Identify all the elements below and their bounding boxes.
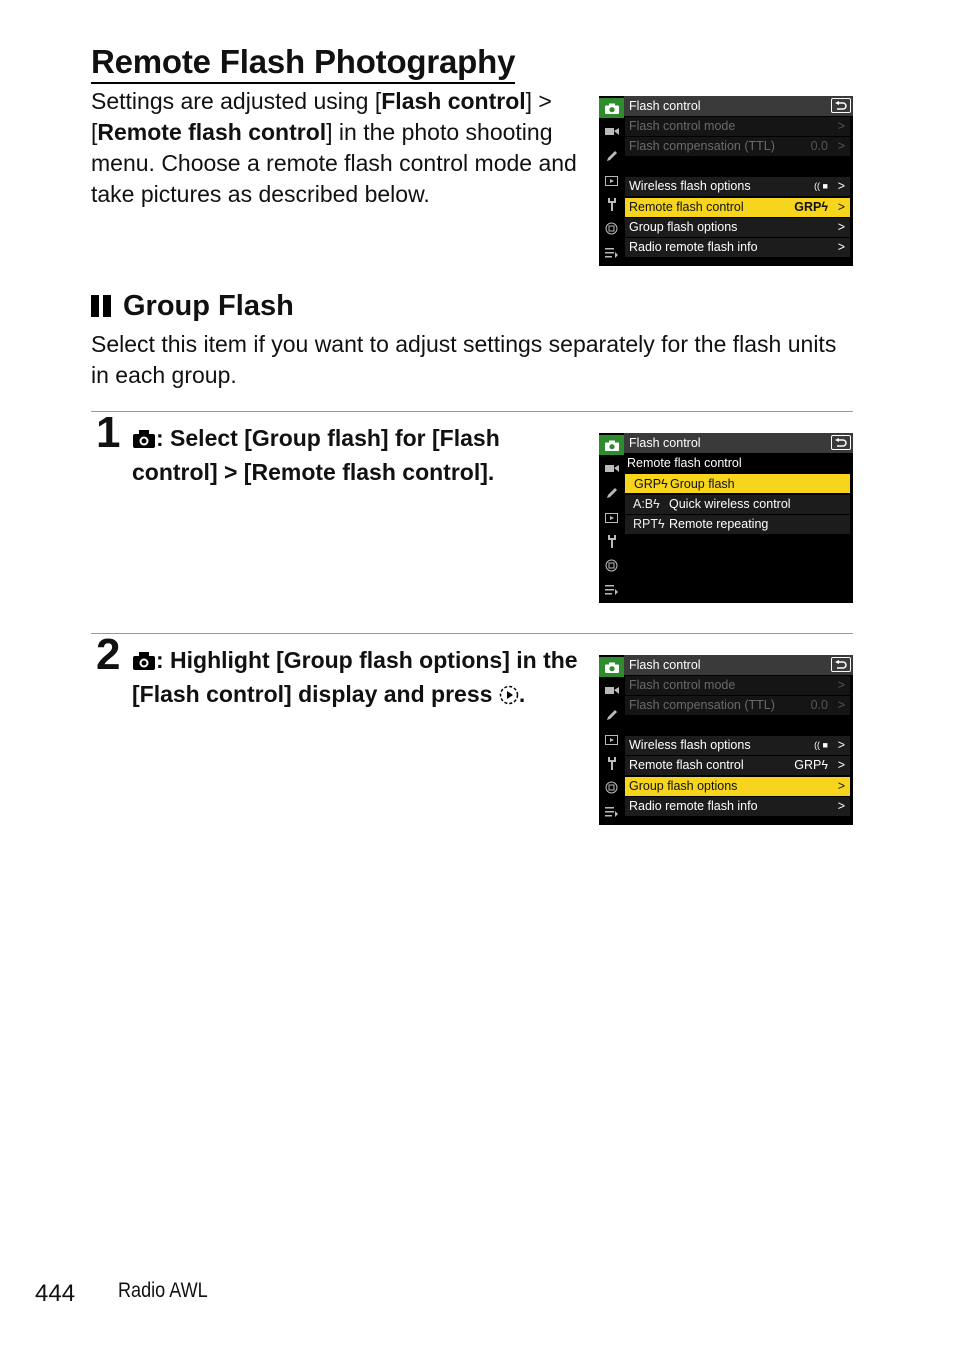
menu-item-group-flash-options[interactable]: Group flash options > [625,218,850,237]
menu-item-flash-compensation[interactable]: Flash compensation (TTL) 0.0 > [625,696,850,715]
menu-sidebar [599,433,624,603]
menu-item-radio-remote-flash-info[interactable]: Radio remote flash info > [625,238,850,257]
page-title: Remote Flash Photography [91,42,515,84]
pencil-icon [599,483,624,503]
movie-camera-icon [599,458,624,478]
chevron-right-icon: > [837,799,845,813]
back-icon[interactable] [831,435,851,450]
my-menu-icon [599,242,624,262]
retouch-icon [599,777,624,797]
step-1-text: : Select [Group flash] for [Flash control] > [Remote flash control]. [132,425,500,485]
menu-item-flash-control-mode[interactable]: Flash control mode > [625,676,850,695]
option-quick-wireless-control[interactable]: A:Bϟ Quick wireless control [625,495,850,514]
playback-icon [599,171,624,191]
retouch-icon [599,555,624,575]
multi-selector-right-icon [499,682,519,713]
option-remote-repeating[interactable]: RPTϟ Remote repeating [625,515,850,534]
menu-item-wireless-flash-options[interactable]: Wireless flash options (( ■ > [625,736,850,755]
pencil-icon [599,705,624,725]
playback-icon [599,508,624,528]
menu-item-wireless-flash-options[interactable]: Wireless flash options (( ■ > [625,177,850,196]
photo-camera-icon [132,426,156,457]
movie-camera-icon [599,121,624,141]
section-heading: Group Flash [91,288,294,324]
screen-flash-control-group-highlighted [599,655,853,825]
chevron-right-icon: > [837,678,845,692]
menu-item-group-flash-options[interactable]: Group flash options > [625,777,850,796]
section-description: Select this item if you want to adjust settings separately for the flash units in each group. [91,331,837,388]
my-menu-icon [599,579,624,599]
menu-header: Flash control [624,96,853,116]
pencil-icon [599,146,624,166]
screen-remote-flash-control [599,433,853,603]
screen-flash-control-remote-highlighted [599,96,853,266]
back-icon[interactable] [831,98,851,113]
menu-item-flash-compensation[interactable]: Flash compensation (TTL) 0.0 > [625,137,850,156]
menu-item-remote-flash-control[interactable]: Remote flash control GRPϟ > [625,756,850,775]
menu-header: Flash control [624,655,853,675]
wrench-icon [599,194,624,214]
chevron-right-icon: > [837,139,845,153]
playback-icon [599,730,624,750]
option-group-flash[interactable]: GRPϟ Group flash [625,474,850,493]
chevron-right-icon: > [837,738,845,752]
my-menu-icon [599,801,624,821]
chevron-right-icon: > [837,200,845,214]
photo-camera-icon [599,435,624,455]
chevron-right-icon: > [837,240,845,254]
chevron-right-icon: > [837,179,845,193]
chevron-right-icon: > [837,698,845,712]
chevron-right-icon: > [837,779,845,793]
chevron-right-icon: > [837,119,845,133]
movie-camera-icon [599,680,624,700]
step-divider [91,633,853,634]
page-number: 444 [35,1280,76,1307]
menu-sidebar [599,96,624,266]
step-2-text: : Highlight [Group flash options] in the [Flash control] display and press . [132,645,582,713]
submenu-title: Remote flash control [625,454,850,473]
wrench-icon [599,531,624,551]
photo-camera-icon [599,98,624,118]
menu-item-radio-remote-flash-info[interactable]: Radio remote flash info > [625,797,850,816]
step-divider [91,411,853,412]
menu-item-remote-flash-control[interactable]: Remote flash control GRPϟ > [625,198,850,217]
photo-camera-icon [599,657,624,677]
photo-camera-icon [132,648,156,679]
section-marker-icon [91,295,111,317]
footer-section-name: Radio AWL [118,1279,208,1302]
menu-sidebar [599,655,624,825]
back-icon[interactable] [831,657,851,672]
retouch-icon [599,218,624,238]
chevron-right-icon: > [837,758,845,772]
step-number: 1 [96,408,121,457]
step-number: 2 [96,630,121,679]
menu-item-flash-control-mode[interactable]: Flash control mode > [625,117,850,136]
wrench-icon [599,753,624,773]
menu-header: Flash control [624,433,853,453]
chevron-right-icon: > [837,220,845,234]
intro-paragraph: Settings are adjusted using [Flash control] > [Remote flash control] in the photo shooting menu. Choose a remote flash control mode and take pictures as described below. [91,88,577,207]
